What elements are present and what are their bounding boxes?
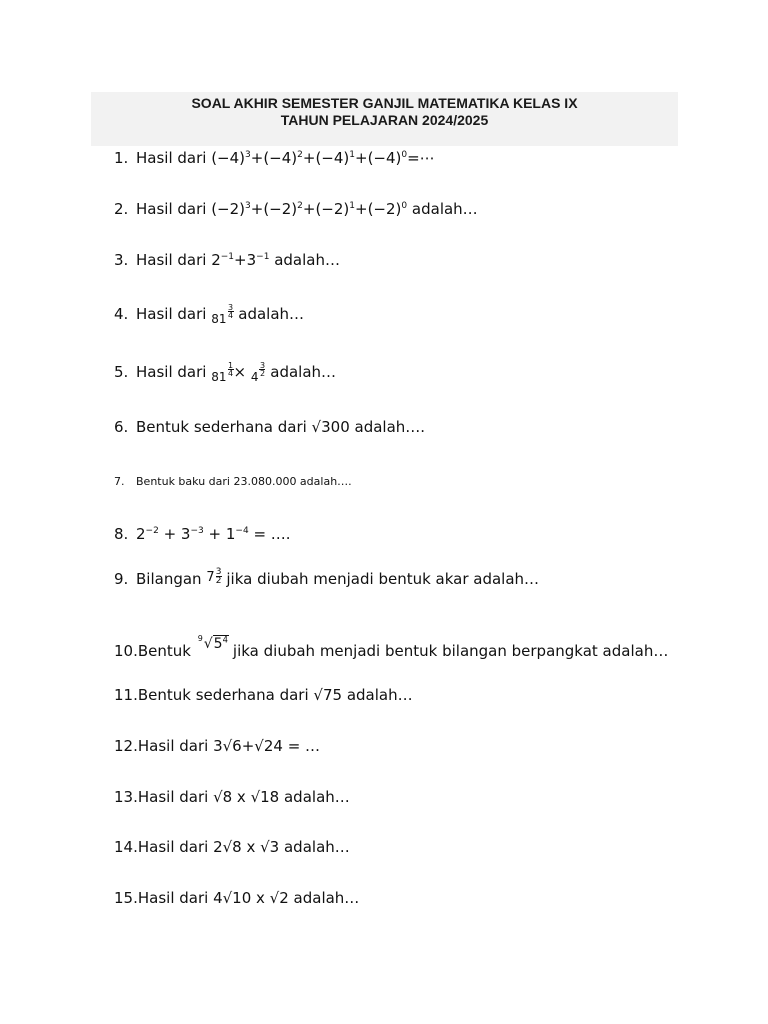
question-2: 2. Hasil dari $(-2)^3+(-2)^2+(-2)^1+(-2)^0$ adalah… — [114, 200, 478, 218]
question-number: 13. — [114, 788, 138, 806]
question-13 — [114, 787, 350, 807]
question-number: 11. — [114, 686, 138, 704]
question-text: Hasil dari 2√8 x √3 adalah… — [137, 838, 350, 856]
header-title: SOAL AKHIR SEMESTER GANJIL MATEMATIKA KELAS IX — [191, 95, 578, 111]
document-header — [91, 92, 678, 146]
power-base: 81 — [211, 370, 227, 384]
power-base: 4 — [250, 370, 259, 384]
question-number: 1. — [114, 149, 129, 167]
question-8: 8. $2^{-2} + 3^{-3} + 1^{-4}$ = …. — [114, 525, 291, 543]
question-6 — [114, 417, 425, 437]
question-4: 4. Hasil dari $_{81}$ $\frac{3}{4}$ adalah… — [114, 303, 305, 326]
question-text: Hasil dari 4√10 x √2 adalah… — [137, 889, 360, 907]
question-number: 5. — [114, 363, 129, 381]
question-number: 15. — [114, 889, 138, 907]
question-text: Bentuk baku dari 23.080.000 adalah…. — [136, 475, 352, 488]
question-text: Hasil dari 3√6+√24 = … — [137, 737, 321, 755]
question-text: Hasil dari √8 x √18 adalah… — [137, 788, 350, 806]
question-text: Bentuk sederhana dari √300 adalah…. — [136, 418, 426, 436]
question-number: 4. — [114, 305, 129, 323]
question-1: 1. Hasil dari $(-4)^3+(-4)^2+(-4)^1+(-4)^0=\cdots$ — [114, 149, 435, 167]
question-text: Bentuk sederhana dari √75 adalah… — [137, 686, 413, 704]
question-11 — [114, 685, 413, 705]
question-14 — [114, 837, 350, 857]
header-subtitle: TAHUN PELAJARAN 2024/2025 — [280, 112, 489, 128]
question-number: 6. — [114, 418, 129, 436]
question-12 — [114, 736, 320, 756]
power-base: 7 — [206, 570, 215, 585]
question-15 — [114, 888, 359, 908]
question-9: 9. Bilangan 7 $\frac{3}{2}$ jika diubah menjadi bentuk akar adalah… — [114, 567, 540, 588]
question-number: 9. — [114, 570, 129, 588]
question-10: 10.Bentuk 9 $√5^4jika$ diubah menjadi bentuk bilangan berpangkat adalah… — [114, 634, 669, 660]
fraction-exponent: $\frac{3}{2}$ — [215, 567, 222, 586]
question-7 — [114, 472, 352, 492]
question-3: 3. Hasil dari $2^{-1}+3^{-1}$ adalah… — [114, 251, 340, 269]
question-number: 7. — [114, 475, 125, 488]
question-number: 10. — [114, 642, 138, 660]
nth-root: 9 $√5^4$ — [197, 634, 228, 652]
fraction-exponent: $\frac{3}{4}$ — [227, 303, 234, 320]
fraction-exponent: $\frac{1}{4}$ — [227, 361, 234, 378]
power-base: 81 — [211, 312, 227, 326]
question-number: 8. — [114, 525, 129, 543]
question-number: 12. — [114, 737, 138, 755]
question-5: 5. Hasil dari $_{81}$ $\frac{1}{4}$ × $_4$ $\frac{3}{2}$ adalah… — [114, 361, 337, 384]
fraction-exponent: $\frac{3}{2}$ — [259, 361, 266, 378]
question-number: 3. — [114, 251, 129, 269]
question-number: 2. — [114, 200, 129, 218]
question-number: 14. — [114, 838, 138, 856]
